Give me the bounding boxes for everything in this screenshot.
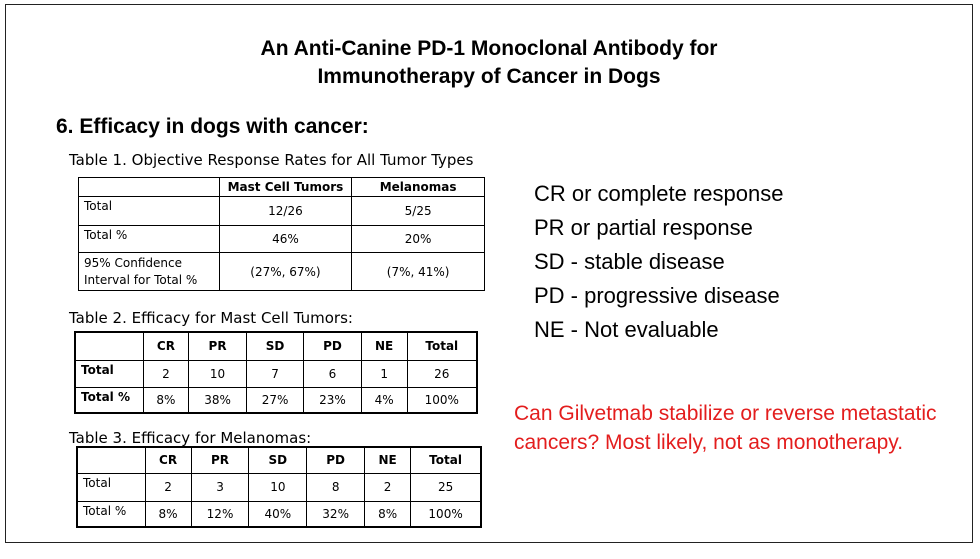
table2-row-label: Total %: [75, 387, 143, 413]
table2-header-sd: SD: [246, 332, 303, 360]
table3-melanoma-efficacy: [76, 446, 482, 528]
table2-header-pd: PD: [304, 332, 361, 360]
table3-cell: 40%: [249, 501, 307, 527]
table3-cell: 8%: [145, 501, 191, 527]
table1-response-rates: [78, 177, 485, 291]
table3-cell: 25: [411, 473, 481, 501]
table1-cell: (7%, 41%): [352, 253, 485, 291]
table3-header-cr: CR: [145, 447, 191, 473]
table1-cell: 5/25: [352, 197, 485, 226]
table3-cell: 2: [145, 473, 191, 501]
table3-cell: 12%: [191, 501, 249, 527]
table3-cell: 3: [191, 473, 249, 501]
table3-cell: 32%: [307, 501, 365, 527]
table1-header-row: [79, 178, 485, 197]
section-heading: 6. Efficacy in dogs with cancer:: [56, 115, 369, 138]
table2-cell: 27%: [246, 387, 303, 413]
title-line-2: Immunotherapy of Cancer in Dogs: [317, 65, 661, 88]
table2-cell: 100%: [407, 387, 477, 413]
table2-cell: 38%: [189, 387, 246, 413]
table2-header-blank: [75, 332, 143, 360]
slide-title: [6, 35, 972, 91]
definition-ne: NE - Not evaluable: [534, 317, 719, 342]
table3-header-total: Total: [411, 447, 481, 473]
table2-cell: 6: [304, 360, 361, 387]
table3-cell: 8: [307, 473, 365, 501]
table3-cell: 2: [365, 473, 411, 501]
gilvetmab-note: Can Gilvetmab stabilize or reverse metastatic cancers? Most likely, not as monotherapy.: [514, 402, 937, 454]
table2-cell: 10: [189, 360, 246, 387]
table2-caption: Table 2. Efficacy for Mast Cell Tumors:: [69, 309, 353, 327]
table1-cell: (27%, 67%): [219, 253, 352, 291]
table1-ci-label-line2: Interval for Total %: [84, 273, 198, 287]
table2-header-ne: NE: [361, 332, 407, 360]
table1-header-melanomas: Melanomas: [352, 178, 485, 197]
table2-header-cr: CR: [143, 332, 189, 360]
table2-cell: 1: [361, 360, 407, 387]
table2-cell: 7: [246, 360, 303, 387]
table3-cell: 10: [249, 473, 307, 501]
table1-cell: 12/26: [219, 197, 352, 226]
table-row: [79, 197, 485, 226]
table1-row-label: Total %: [79, 226, 220, 253]
table-row: [75, 387, 477, 413]
table3-header-pr: PR: [191, 447, 249, 473]
table2-cell: 26: [407, 360, 477, 387]
table-row: [79, 226, 485, 253]
table2-mast-cell-efficacy: [74, 331, 478, 414]
table2-cell: 23%: [304, 387, 361, 413]
definition-sd: SD - stable disease: [534, 249, 725, 274]
definition-cr: CR or complete response: [534, 181, 784, 206]
table3-header-sd: SD: [249, 447, 307, 473]
table-row: [77, 501, 481, 527]
table1-header-mast-cell: Mast Cell Tumors: [219, 178, 352, 197]
definitions-list: [534, 177, 783, 347]
table2-cell: 8%: [143, 387, 189, 413]
table3-row-label: Total %: [77, 501, 145, 527]
table1-cell: 20%: [352, 226, 485, 253]
table-row: [77, 473, 481, 501]
table2-header-total: Total: [407, 332, 477, 360]
table2-cell: 2: [143, 360, 189, 387]
table3-cell: 8%: [365, 501, 411, 527]
table1-row-label: [79, 253, 220, 291]
table3-cell: 100%: [411, 501, 481, 527]
table3-caption: Table 3. Efficacy for Melanomas:: [69, 429, 312, 447]
table3-header-row: [77, 447, 481, 473]
table3-header-ne: NE: [365, 447, 411, 473]
definition-pd: PD - progressive disease: [534, 283, 780, 308]
table3-row-label: Total: [77, 473, 145, 501]
table1-ci-label-line1: 95% Confidence: [84, 256, 182, 270]
table3-header-pd: PD: [307, 447, 365, 473]
definition-pr: PR or partial response: [534, 215, 753, 240]
table2-cell: 4%: [361, 387, 407, 413]
table1-row-label: Total: [79, 197, 220, 226]
slide: [5, 4, 973, 543]
table-row: [79, 253, 485, 291]
table1-header-blank: [79, 178, 220, 197]
table2-header-pr: PR: [189, 332, 246, 360]
table1-caption: Table 1. Objective Response Rates for All Tumor Types: [69, 151, 474, 169]
table2-row-label: Total: [75, 360, 143, 387]
table2-header-row: [75, 332, 477, 360]
title-line-1: An Anti-Canine PD-1 Monoclonal Antibody for: [260, 37, 718, 60]
table1-cell: 46%: [219, 226, 352, 253]
table-row: [75, 360, 477, 387]
table3-header-blank: [77, 447, 145, 473]
